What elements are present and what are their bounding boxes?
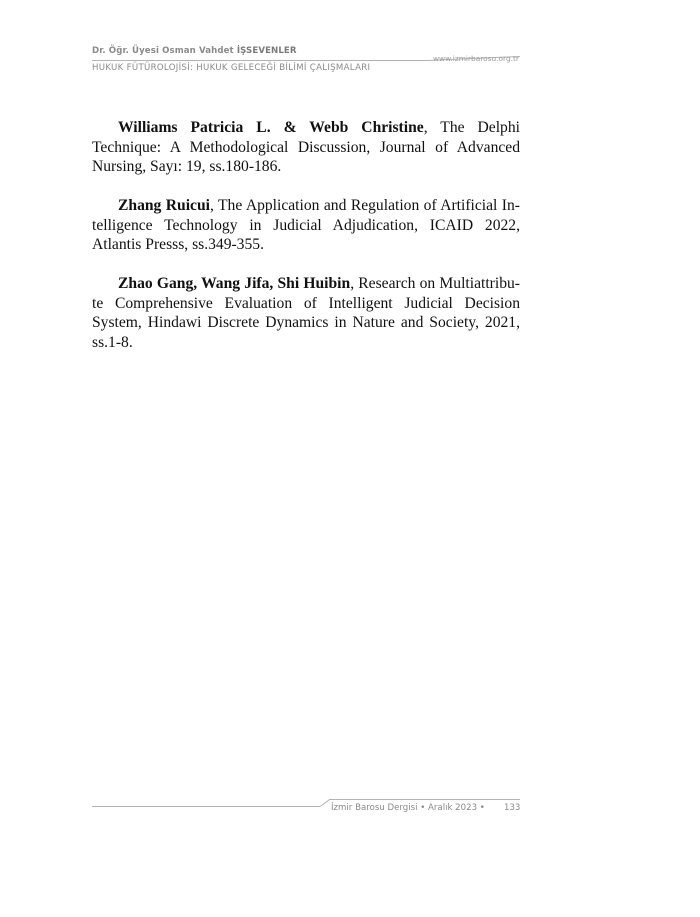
reference-entry: [92, 274, 520, 352]
reference-entry: [92, 118, 520, 177]
footer-journal: İzmir Barosu Dergisi • Aralık 2023 •: [331, 803, 485, 813]
header-url: www.izmirbarosu.org.tr: [433, 54, 519, 63]
header-author: [92, 46, 297, 56]
reference-details: , The Delphi Technique: A Methodological Discussion, Journal of Advanced Nursing, Sayı: 19, ss.180-186.: [92, 119, 520, 175]
header-rule: [92, 60, 427, 61]
reference-authors: Williams Patricia L. & Webb Christine: [118, 119, 424, 136]
header-author-name: Dr. Öğr. Üyesi Osman Vahdet: [92, 46, 237, 56]
footer-rule-tail: [329, 799, 520, 800]
reference-list: [92, 118, 520, 372]
reference-authors: Zhang Ruicui: [118, 197, 210, 214]
footer-rule-join: [320, 800, 329, 807]
header-author-surname: İŞSEVENLER: [236, 46, 297, 56]
header-subtitle: HUKUK FÜTÜROLOJİSİ: HUKUK GELECEĞİ BİLİMİ ÇALIŞMALARI: [92, 63, 371, 73]
reference-details: , Research on Multiattribute Comprehensive Evaluation of Intelligent Judicial Decision System, Hindawi Discrete Dynamics in Nature and Society, 2021, ss.1-8.: [92, 275, 520, 351]
reference-details: , The Application and Regulation of Artificial Intelligence Technology in Judicial Adjudication, ICAID 2022, Atlantis Presss, ss.349-355.: [92, 197, 520, 253]
footer-rule: [92, 806, 320, 807]
page-number: 133: [504, 803, 521, 813]
reference-authors: Zhao Gang, Wang Jifa, Shi Huibin: [118, 275, 351, 292]
reference-entry: [92, 196, 520, 255]
